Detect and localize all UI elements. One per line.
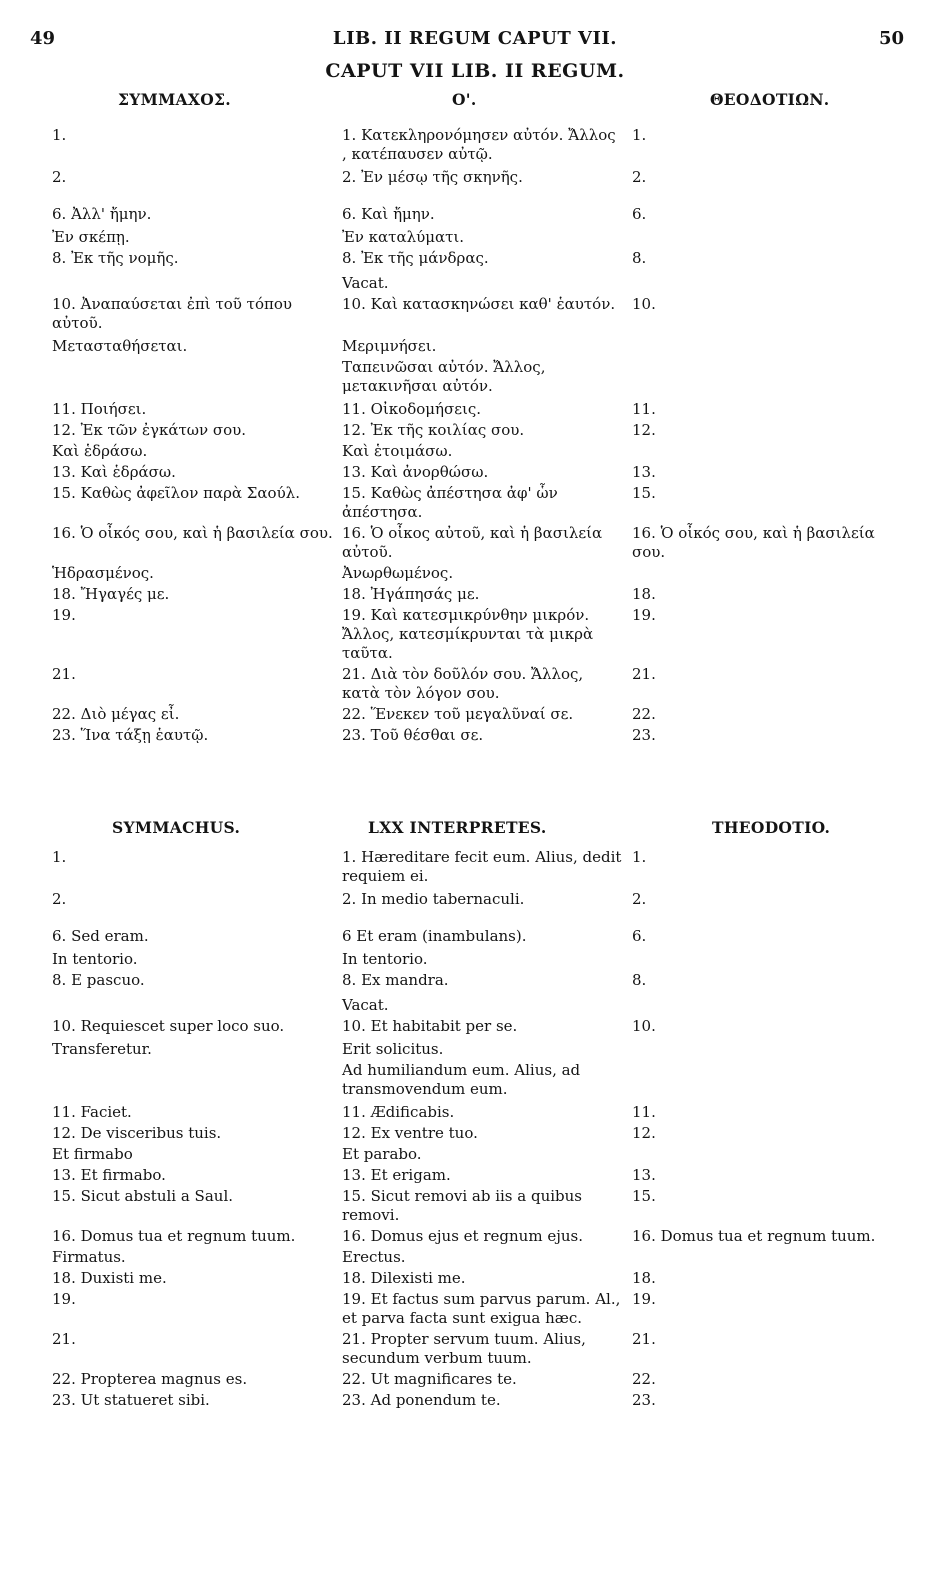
latin-verse-row	[0, 1040, 950, 1059]
theodotion-cell: 18.	[632, 585, 656, 603]
theodotion-cell: 15.	[632, 1187, 656, 1205]
theodotion-cell	[632, 358, 882, 396]
latin-verse-row	[0, 1124, 950, 1143]
symmachus-cell: Μετασταθήσεται.	[52, 337, 188, 355]
theodotion-cell	[632, 442, 882, 461]
greek-verse-row	[0, 126, 950, 164]
latin-verse-row	[0, 1227, 950, 1246]
latin-verse-row	[0, 996, 950, 1015]
lxx-cell: 21. Διὰ τὸν δοῦλόν σου. Ἄλλος, κατὰ τὸν λόγον σου.	[342, 665, 584, 702]
latin-verse-row	[0, 1145, 950, 1164]
theodotion-cell: 11.	[632, 1103, 656, 1121]
symmachus-cell: 11. Faciet.	[52, 1103, 132, 1121]
theodotion-cell	[632, 228, 882, 247]
greek-head-theodotion: ΘΕΟΔΟΤΙΩΝ.	[710, 90, 830, 109]
symmachus-cell: 10. Ἀναπαύσεται ἐπὶ τοῦ τόπου αὐτοῦ.	[52, 295, 293, 332]
symmachus-cell: 12. Ἐκ τῶν ἐγκάτων σου.	[52, 421, 247, 439]
theodotion-cell: 10.	[632, 1017, 656, 1035]
theodotion-cell	[632, 1061, 882, 1099]
lxx-cell: 18. Dilexisti me.	[342, 1269, 466, 1287]
page-number-left: 49	[30, 28, 56, 49]
latin-head-lxx: LXX INTERPRETES.	[368, 818, 547, 837]
theodotion-cell: 15.	[632, 484, 656, 502]
theodotion-cell: 16. Ὁ οἶκός σου, καὶ ἡ βασιλεία σου.	[632, 524, 875, 561]
greek-verse-row	[0, 524, 950, 562]
greek-verse-row	[0, 274, 950, 293]
theodotion-cell: 8.	[632, 971, 647, 989]
symmachus-cell: 10. Requiescet super loco suo.	[52, 1017, 285, 1035]
theodotion-cell	[632, 564, 882, 583]
greek-verse-row	[0, 606, 950, 663]
theodotion-cell: 2.	[632, 890, 647, 908]
symmachus-cell: 2.	[52, 890, 67, 908]
lxx-cell: 13. Et erigam.	[342, 1166, 451, 1184]
lxx-cell: Vacat.	[342, 996, 389, 1014]
greek-verse-row	[0, 337, 950, 356]
lxx-cell: Μεριμνήσει.	[342, 337, 437, 355]
symmachus-cell: 12. De visceribus tuis.	[52, 1124, 222, 1142]
symmachus-cell: 22. Propterea magnus es.	[52, 1370, 248, 1388]
greek-verse-row	[0, 295, 950, 333]
theodotion-cell: 13.	[632, 463, 656, 481]
theodotion-cell: 23.	[632, 726, 656, 744]
symmachus-cell: 23. Ἵνα τάξῃ ἑαυτῷ.	[52, 726, 209, 744]
lxx-cell: 2. In medio tabernaculi.	[342, 890, 525, 908]
theodotion-cell: 22.	[632, 1370, 656, 1388]
lxx-cell: 10. Καὶ κατασκηνώσει καθ' ἑαυτόν.	[342, 295, 616, 313]
lxx-cell: 12. Ἐκ τῆς κοιλίας σου.	[342, 421, 525, 439]
symmachus-cell: Et firmabo	[52, 1145, 133, 1163]
theodotion-cell: 19.	[632, 606, 656, 624]
symmachus-cell: 6. Sed eram.	[52, 927, 149, 945]
theodotion-cell: 6.	[632, 927, 647, 945]
theodotion-cell: 11.	[632, 400, 656, 418]
lxx-cell: 1. Κατεκληρονόμησεν αὐτόν. Ἄλλος , κατέπαυσεν αὐτῷ.	[342, 126, 616, 163]
symmachus-cell: 21.	[52, 1330, 76, 1348]
latin-verse-row	[0, 1061, 950, 1099]
theodotion-cell: 1.	[632, 126, 647, 144]
lxx-cell: 11. Οἰκοδομήσεις.	[342, 400, 482, 418]
lxx-cell: 18. Ἠγάπησάς με.	[342, 585, 480, 603]
greek-verse-row	[0, 205, 950, 224]
symmachus-cell: 15. Sicut abstuli a Saul.	[52, 1187, 234, 1205]
greek-verse-row	[0, 705, 950, 724]
symmachus-cell: 22. Διὸ μέγας εἶ.	[52, 705, 180, 723]
greek-head-symmachus: ΣΥΜΜΑΧΟΣ.	[118, 90, 231, 109]
lxx-cell: Ἀνωρθωμένος.	[342, 564, 454, 582]
latin-verse-row	[0, 1103, 950, 1122]
lxx-cell: Ad humiliandum eum. Alius, ad transmovendum eum.	[342, 1061, 581, 1098]
lxx-cell: 15. Sicut removi ab iis a quibus removi.	[342, 1187, 582, 1224]
latin-verse-row	[0, 927, 950, 946]
symmachus-cell: Transferetur.	[52, 1040, 152, 1058]
page-number-right: 50	[878, 28, 904, 49]
greek-verse-row	[0, 358, 950, 396]
symmachus-cell: 13. Καὶ ἑδράσω.	[52, 463, 176, 481]
symmachus-cell: 1.	[52, 848, 67, 866]
theodotion-cell: 18.	[632, 1269, 656, 1287]
theodotion-cell: 2.	[632, 168, 647, 186]
lxx-cell: Καὶ ἑτοιμάσω.	[342, 442, 453, 460]
greek-parallel-table	[0, 126, 950, 745]
theodotion-cell: 13.	[632, 1166, 656, 1184]
latin-verse-row	[0, 1290, 950, 1328]
symmachus-cell: 21.	[52, 665, 76, 683]
theodotion-cell: 21.	[632, 1330, 656, 1348]
lxx-cell: 15. Καθὼς ἀπέστησα ἀφ' ὧν ἀπέστησα.	[342, 484, 558, 521]
latin-verse-row	[0, 950, 950, 969]
lxx-cell: Vacat.	[342, 274, 389, 292]
symmachus-cell: Καὶ ἑδράσω.	[52, 442, 148, 460]
greek-verse-row	[0, 463, 950, 482]
theodotion-cell: 21.	[632, 665, 656, 683]
latin-parallel-table	[0, 848, 950, 1410]
symmachus-cell	[52, 274, 342, 293]
lxx-cell: 23. Ad ponendum te.	[342, 1391, 501, 1409]
lxx-cell: In tentorio.	[342, 950, 428, 968]
symmachus-cell: 16. Domus tua et regnum tuum.	[52, 1227, 296, 1245]
theodotion-cell: 23.	[632, 1391, 656, 1409]
symmachus-cell: 18. Duxisti me.	[52, 1269, 167, 1287]
symmachus-cell: 8. E pascuo.	[52, 971, 145, 989]
symmachus-cell: 11. Ποιήσει.	[52, 400, 147, 418]
theodotion-cell	[632, 1040, 882, 1059]
symmachus-cell	[52, 996, 342, 1015]
latin-verse-row	[0, 1330, 950, 1368]
lxx-cell: 10. Et habitabit per se.	[342, 1017, 518, 1035]
latin-verse-row	[0, 971, 950, 990]
lxx-cell: 19. Καὶ κατεσμικρύνθην μικρόν. Ἄλλος, κατεσμίκρυνται τὰ μικρὰ ταῦτα.	[342, 606, 594, 662]
theodotion-cell	[632, 337, 882, 356]
lxx-cell: Erit solicitus.	[342, 1040, 444, 1058]
latin-head-symmachus: SYMMACHUS.	[112, 818, 241, 837]
greek-verse-row	[0, 484, 950, 522]
latin-verse-row	[0, 1391, 950, 1410]
lxx-cell: Erectus.	[342, 1248, 406, 1266]
greek-verse-row	[0, 421, 950, 440]
latin-verse-row	[0, 1166, 950, 1185]
lxx-cell: 16. Domus ejus et regnum ejus.	[342, 1227, 583, 1245]
symmachus-cell	[52, 358, 342, 396]
theodotion-cell	[632, 274, 882, 293]
lxx-cell: Ἐν καταλύματι.	[342, 228, 465, 246]
lxx-cell: 21. Propter servum tuum. Alius, secundum verbum tuum.	[342, 1330, 586, 1367]
theodotion-cell: 19.	[632, 1290, 656, 1308]
lxx-cell: Et parabo.	[342, 1145, 422, 1163]
theodotion-cell: 10.	[632, 295, 656, 313]
greek-verse-row	[0, 564, 950, 583]
theodotion-cell: 12.	[632, 1124, 656, 1142]
greek-verse-row	[0, 249, 950, 268]
greek-verse-row	[0, 726, 950, 745]
latin-head-theodotio: THEODOTIO.	[712, 818, 831, 837]
greek-verse-row	[0, 228, 950, 247]
latin-verse-row	[0, 1370, 950, 1389]
symmachus-cell: 19.	[52, 1290, 76, 1308]
greek-verse-row	[0, 442, 950, 461]
greek-verse-row	[0, 400, 950, 419]
symmachus-cell: In tentorio.	[52, 950, 138, 968]
theodotion-cell: 1.	[632, 848, 647, 866]
theodotion-cell: 22.	[632, 705, 656, 723]
lxx-cell: 8. Ἐκ τῆς μάνδρας.	[342, 249, 489, 267]
lxx-cell: 16. Ὁ οἶκος αὐτοῦ, καὶ ἡ βασιλεία αὐτοῦ.	[342, 524, 603, 561]
lxx-cell: 12. Ex ventre tuo.	[342, 1124, 478, 1142]
latin-verse-row	[0, 848, 950, 886]
greek-verse-row	[0, 665, 950, 703]
symmachus-cell: 16. Ὁ οἶκός σου, καὶ ἡ βασιλεία σου.	[52, 524, 333, 542]
latin-verse-row	[0, 1248, 950, 1267]
symmachus-cell: 23. Ut statueret sibi.	[52, 1391, 210, 1409]
lxx-cell: 8. Ex mandra.	[342, 971, 449, 989]
theodotion-cell: 6.	[632, 205, 647, 223]
lxx-cell: 1. Hæreditare fecit eum. Alius, dedit requiem ei.	[342, 848, 622, 885]
lxx-cell: 13. Καὶ ἀνορθώσω.	[342, 463, 489, 481]
symmachus-cell: Ἡδρασμένος.	[52, 564, 154, 582]
symmachus-cell	[52, 1061, 342, 1099]
lxx-cell: Ταπεινῶσαι αὐτόν. Ἄλλος, μετακινῆσαι αὐτόν.	[342, 358, 546, 395]
latin-verse-row	[0, 1187, 950, 1225]
theodotion-cell: 16. Domus tua et regnum tuum.	[632, 1227, 876, 1245]
greek-verse-row	[0, 585, 950, 604]
theodotion-cell: 12.	[632, 421, 656, 439]
latin-verse-row	[0, 890, 950, 909]
lxx-cell: 2. Ἐν μέσῳ τῆς σκηνῆς.	[342, 168, 523, 186]
lxx-cell: 22. Ἕνεκεν τοῦ μεγαλῦναί σε.	[342, 705, 574, 723]
theodotion-cell	[632, 1248, 882, 1267]
caput-title: CAPUT VII LIB. II REGUM.	[325, 60, 625, 82]
latin-verse-row	[0, 1269, 950, 1288]
theodotion-cell	[632, 996, 882, 1015]
lxx-cell: 11. Ædificabis.	[342, 1103, 455, 1121]
symmachus-cell: 15. Καθὼς ἀφεῖλον παρὰ Σαούλ.	[52, 484, 300, 502]
lxx-cell: 22. Ut magnificares te.	[342, 1370, 517, 1388]
symmachus-cell: 8. Ἐκ τῆς νομῆς.	[52, 249, 179, 267]
symmachus-cell: 18. Ἤγαγές με.	[52, 585, 170, 603]
greek-verse-row	[0, 168, 950, 187]
running-title: LIB. II REGUM CAPUT VII.	[332, 28, 618, 49]
symmachus-cell: Firmatus.	[52, 1248, 126, 1266]
lxx-cell: 19. Et factus sum parvus parum. Al., et parva facta sunt exigua hæc.	[342, 1290, 621, 1327]
lxx-cell: 23. Τοῦ θέσθαι σε.	[342, 726, 484, 744]
theodotion-cell	[632, 1145, 882, 1164]
greek-head-lxx: Ο'.	[452, 90, 477, 109]
theodotion-cell: 8.	[632, 249, 647, 267]
symmachus-cell: Ἐν σκέπῃ.	[52, 228, 130, 246]
symmachus-cell: 6. Ἀλλ' ἤμην.	[52, 205, 152, 223]
theodotion-cell	[632, 950, 882, 969]
symmachus-cell: 13. Et firmabo.	[52, 1166, 166, 1184]
lxx-cell: 6 Et eram (inambulans).	[342, 927, 527, 945]
latin-verse-row	[0, 1017, 950, 1036]
lxx-cell: 6. Καὶ ἤμην.	[342, 205, 435, 223]
symmachus-cell: 2.	[52, 168, 67, 186]
symmachus-cell: 1.	[52, 126, 67, 144]
symmachus-cell: 19.	[52, 606, 76, 624]
